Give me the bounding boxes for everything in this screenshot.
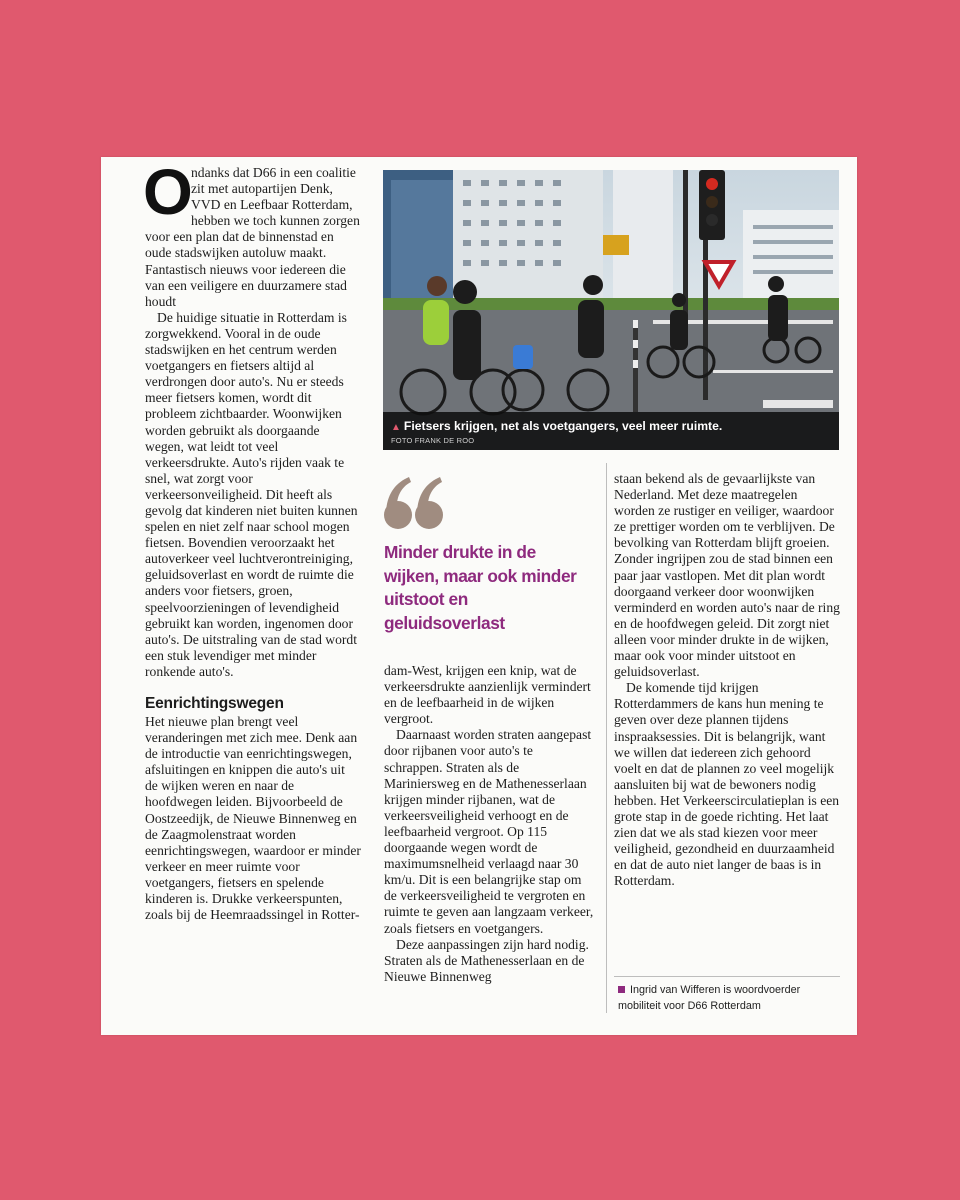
drop-cap: O (143, 156, 193, 228)
author-divider (614, 976, 840, 977)
paragraph-situation: De huidige situatie in Rotterdam is zorgwekkend. Vooral in de oude stadswijken en het centrum werden voetgangers en fietsers altijd al verdrongen door auto's. Nu er steeds meer fietsers komen, wordt dit probleem zichtbaarder. Woonwijken worden gebruikt als doorgaande wegen, wat leidt tot veel verkeersdrukte. Auto's rijden vaak te snel, wat zorgt voor verkeersonveiligheid. Dit heeft als gevolg dat kinderen niet buiten kunnen spelen en niet zelf naar school mogen fietsen. Bovendien veroorzaakt het autoverkeer veel luchtverontreiniging, geluidsoverlast en wordt de ruimte die anders voor fietsers, groen, speelvoorzieningen of levendigheid gebruikt kan worden, ingenomen door auto's. De uitstraling van de stad wordt een stuk levendiger met minder ronkende auto's. (145, 309, 358, 679)
col3-paragraph-1: staan bekend als de gevaarlijkste van Nederland. Met deze maatregelen worden ze rustiger en veiliger, waardoor ze prettiger worden om te verblijven. De bevolking van Rotterdam blijft groeien. Zonder ingrijpen zou de stad binnen een paar jaar vastlopen. Met dit plan wordt doorgaand verkeer door woonwijken verminderd en worden auto's naar de ring en de hoofdwegen geleid. Dit zorgt niet alleen voor minder drukte in de wijken, maar ook voor minder uitstoot en geluidsoverlast. (614, 471, 840, 680)
photo-credit: FOTO FRANK DE ROO (391, 436, 475, 445)
article-column-2 (384, 663, 594, 985)
street-photo-illustration (383, 170, 839, 450)
photo-caption (391, 419, 722, 433)
pull-quote: Minder drukte in de wijken, maar ook minder uitstoot en geluidsoverlast (384, 542, 577, 634)
article-column-3 (614, 471, 840, 889)
caption-triangle-icon: ▲ (391, 422, 401, 433)
quote-mark-icon (383, 475, 445, 533)
subheading: Eenrichtingswegen (145, 695, 284, 712)
photo-cyclists (383, 170, 839, 450)
paragraph-plan: Het nieuwe plan brengt veel veranderingen met zich mee. Denk aan de introductie van eenrichtingswegen, afsluitingen en knippen die auto's uit de wijken weren en naar de hoofdwegen leiden. Bijvoorbeeld de Oostzeedijk, de Nieuwe Binnenweg en de Zaagmolenstraat worden eenrichtingswegen, waardoor er minder verkeer en meer ruimte voor voetgangers, fietsers en spelende kinderen is. Drukke verkeerspunten, zoals bij de Heemraadssingel in Rotter- (145, 714, 361, 923)
newspaper-clipping (101, 157, 857, 1035)
author-text: Ingrid van Wifferen is woordvoerder mobiliteit voor D66 Rotterdam (618, 984, 801, 1012)
article-column-1 (143, 156, 361, 923)
intro-text: ndanks dat D66 in een coalitie zit met autopartijen Denk, VVD en Leefbaar Rotterdam, hebben we toch kunnen zorgen voor een plan dat de binnenstad en oude stadswijken autoluw maakt. Fantastisch nieuws voor iedereen die van een veiligere en duurzamere stad houdt (145, 165, 360, 309)
author-square-icon (618, 986, 625, 993)
author-note (618, 983, 844, 1014)
caption-bar (383, 412, 839, 450)
col2-paragraph-1: dam-West, krijgen een knip, wat de verkeersdrukte aanzienlijk vermindert en de leefbaarheid in de wijken vergroot. (384, 663, 591, 727)
photo-caption-text: Fietsers krijgen, net als voetgangers, veel meer ruimte. (403, 419, 723, 433)
column-divider (606, 463, 607, 1013)
intro-paragraph (143, 156, 361, 310)
col2-paragraph-2: Daarnaast worden straten aangepast door rijbanen voor auto's te schrappen. Straten als de Mariniersweg en de Mathenesserlaan krijgen minder rijbanen, wat de verkeersveiligheid verhoogt en de leefbaarheid vergroot. Op 115 doorgaande wegen wordt de maximumsnelheid verlaagd naar 30 km/u. Dit is een belangrijke stap om de verkeersveiligheid te vergroten en ruimte te geven aan langzaam verkeer, zoals fietsers en voetgangers. (384, 727, 594, 936)
col2-paragraph-3: Deze aanpassingen zijn hard nodig. Straten als de Mathenesserlaan en de Nieuwe Binnenweg (384, 936, 589, 984)
col3-paragraph-2: De komende tijd krijgen Rotterdammers de kans hun mening te geven over deze plannen tijdens inspraaksessies. Dit is belangrijk, want we willen dat iedereen zich gehoord voelt en dat de plannen zo veel mogelijk aansluiten bij wat de bewoners nodig hebben. Het Verkeerscirculatieplan is een grote stap in de goede richting. Het laat zien dat we als stad kiezen voor meer veiligheid, gezondheid en duurzaamheid en dat de auto niet langer de baas is in Rotterdam. (614, 680, 840, 889)
